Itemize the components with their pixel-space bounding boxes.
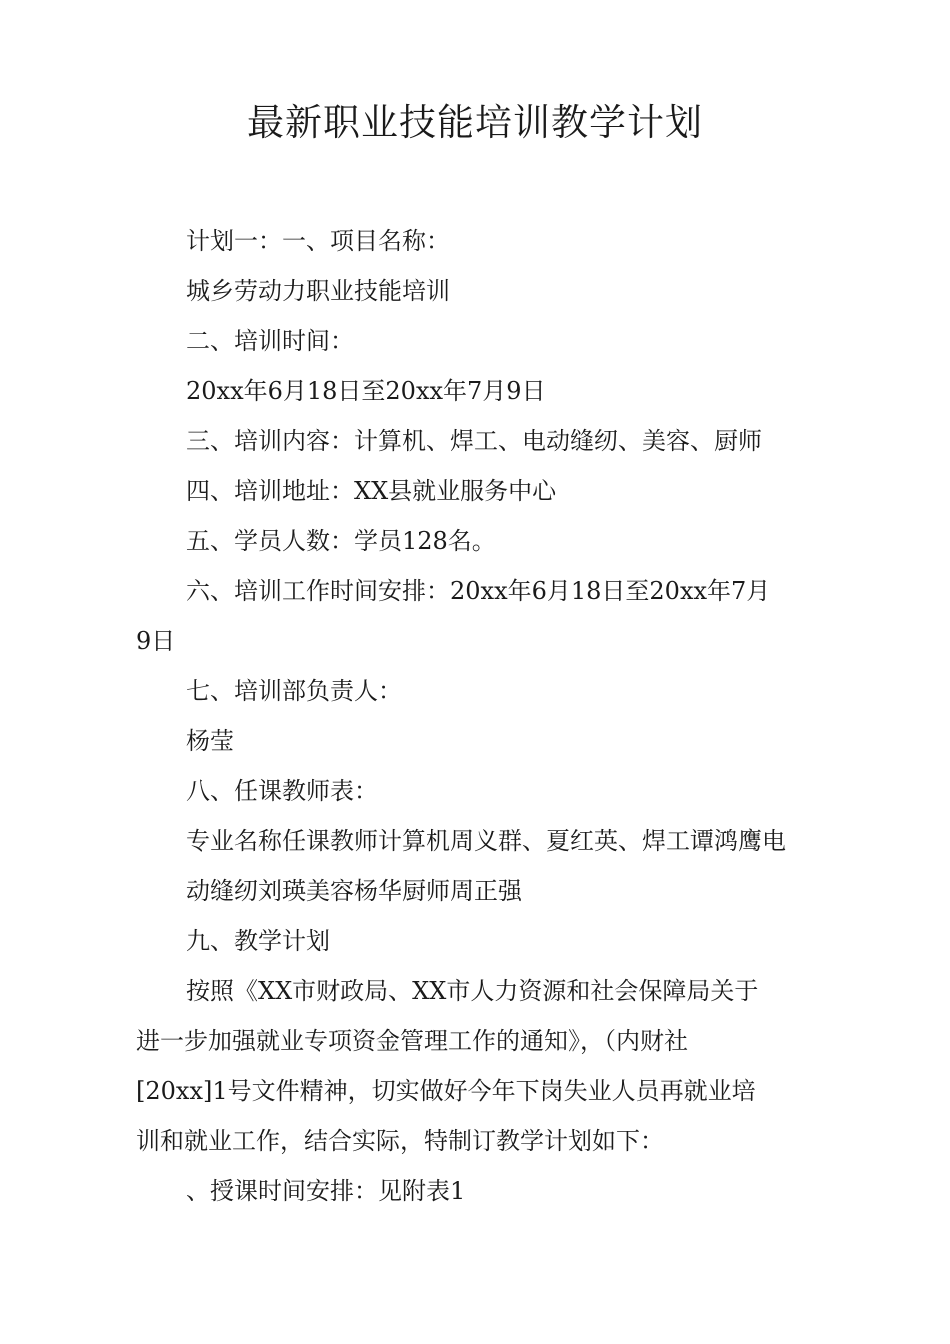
text-line-trainee-count: 五、学员人数：学员128名。 xyxy=(186,527,496,555)
text-line-teacher-table-heading: 八、任课教师表： xyxy=(186,777,378,805)
text-line-paragraph-3: [20xx]1号文件精神，切实做好今年下岗失业人员再就业培 xyxy=(136,1077,756,1105)
text-line-project-name-heading: 计划一：一、项目名称： xyxy=(186,227,450,255)
text-line-paragraph-4: 训和就业工作，结合实际，特制订教学计划如下： xyxy=(136,1127,664,1155)
text-line-training-time: 20xx年6月18日至20xx年7月9日 xyxy=(186,377,546,405)
text-line-teaching-plan-heading: 九、教学计划 xyxy=(186,927,330,955)
document-title: 最新职业技能培训教学计划 xyxy=(247,101,703,144)
text-line-schedule-cont: 9日 xyxy=(136,627,176,655)
text-line-manager-name: 杨莹 xyxy=(186,727,234,755)
text-line-training-time-heading: 二、培训时间： xyxy=(186,327,354,355)
text-line-paragraph-2: 进一步加强就业专项资金管理工作的通知》，（内财社 xyxy=(136,1027,688,1055)
text-line-training-content: 三、培训内容：计算机、焊工、电动缝纫、美容、厨师 xyxy=(186,427,762,455)
text-line-teacher-table-cont: 动缝纫刘瑛美容杨华厨师周正强 xyxy=(186,877,522,905)
text-line-paragraph-1: 按照《XX市财政局、XX市人力资源和社会保障局关于 xyxy=(186,977,759,1005)
text-line-training-address: 四、培训地址：XX县就业服务中心 xyxy=(186,477,557,505)
text-line-teacher-table: 专业名称任课教师计算机周义群、夏红英、焊工谭鸿鹰电 xyxy=(186,827,786,855)
text-line-schedule: 六、培训工作时间安排：20xx年6月18日至20xx年7月 xyxy=(186,577,771,605)
text-line-manager-heading: 七、培训部负责人： xyxy=(186,677,402,705)
text-line-class-schedule: 、授课时间安排：见附表1 xyxy=(186,1177,466,1205)
text-line-project-name: 城乡劳动力职业技能培训 xyxy=(186,277,450,305)
